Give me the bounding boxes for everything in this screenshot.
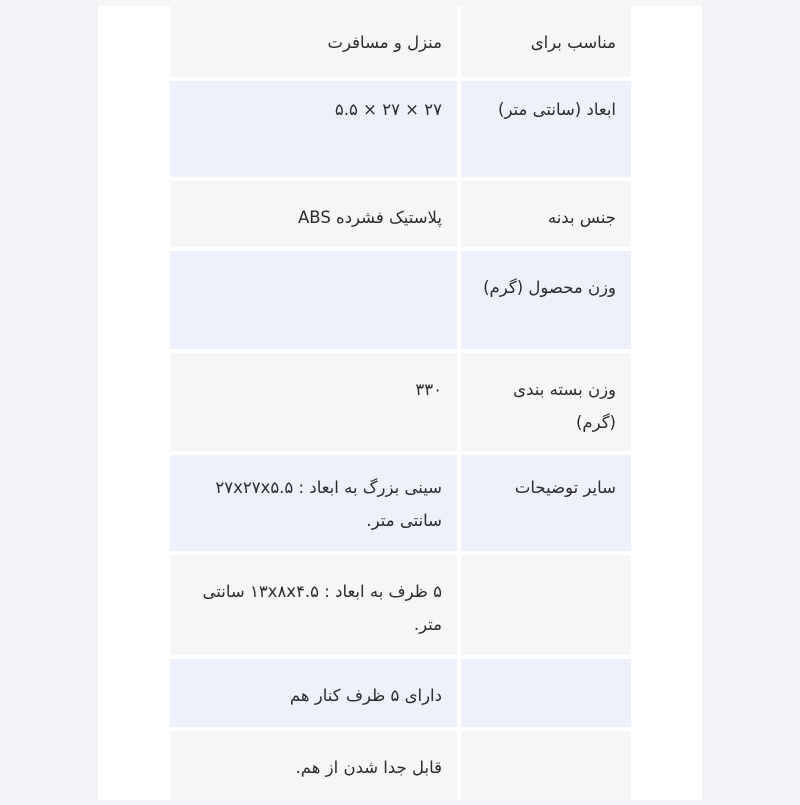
spec-table	[170, 6, 631, 805]
spec-value: ۵ ظرف به ابعاد : ۱۳x۸x۴.۵ سانتی متر.	[170, 555, 457, 655]
spec-key	[461, 555, 631, 655]
spec-row	[170, 181, 631, 247]
spec-value: ۲۷ × ۲۷ × ۵.۵	[170, 81, 457, 177]
spec-value: قابل جدا شدن از هم.	[170, 731, 457, 801]
spec-value: دارای ۵ ظرف کنار هم	[170, 659, 457, 727]
spec-row	[170, 6, 631, 77]
spec-key: سایر توضیحات	[461, 455, 631, 551]
spec-row	[170, 731, 631, 801]
spec-key	[461, 659, 631, 727]
spec-value: ۳۳۰	[170, 353, 457, 451]
spec-row	[170, 555, 631, 655]
spec-key: ابعاد (سانتی متر)	[461, 81, 631, 177]
spec-row	[170, 455, 631, 551]
spec-key: وزن بسته بندی (گرم)	[461, 353, 631, 451]
spec-row	[170, 81, 631, 177]
spec-value: منزل و مسافرت	[170, 6, 457, 77]
product-spec-page	[98, 0, 702, 800]
spec-row	[170, 251, 631, 349]
spec-value: پلاستیک فشرده ABS	[170, 181, 457, 247]
spec-row	[170, 659, 631, 727]
spec-value: سینی بزرگ به ابعاد : ۲۷x۲۷x۵.۵ سانتی متر.	[170, 455, 457, 551]
spec-row	[170, 353, 631, 451]
spec-value	[170, 251, 457, 349]
spec-key: جنس بدنه	[461, 181, 631, 247]
spec-key: وزن محصول (گرم)	[461, 251, 631, 349]
spec-key	[461, 731, 631, 801]
spec-key: مناسب برای	[461, 6, 631, 77]
